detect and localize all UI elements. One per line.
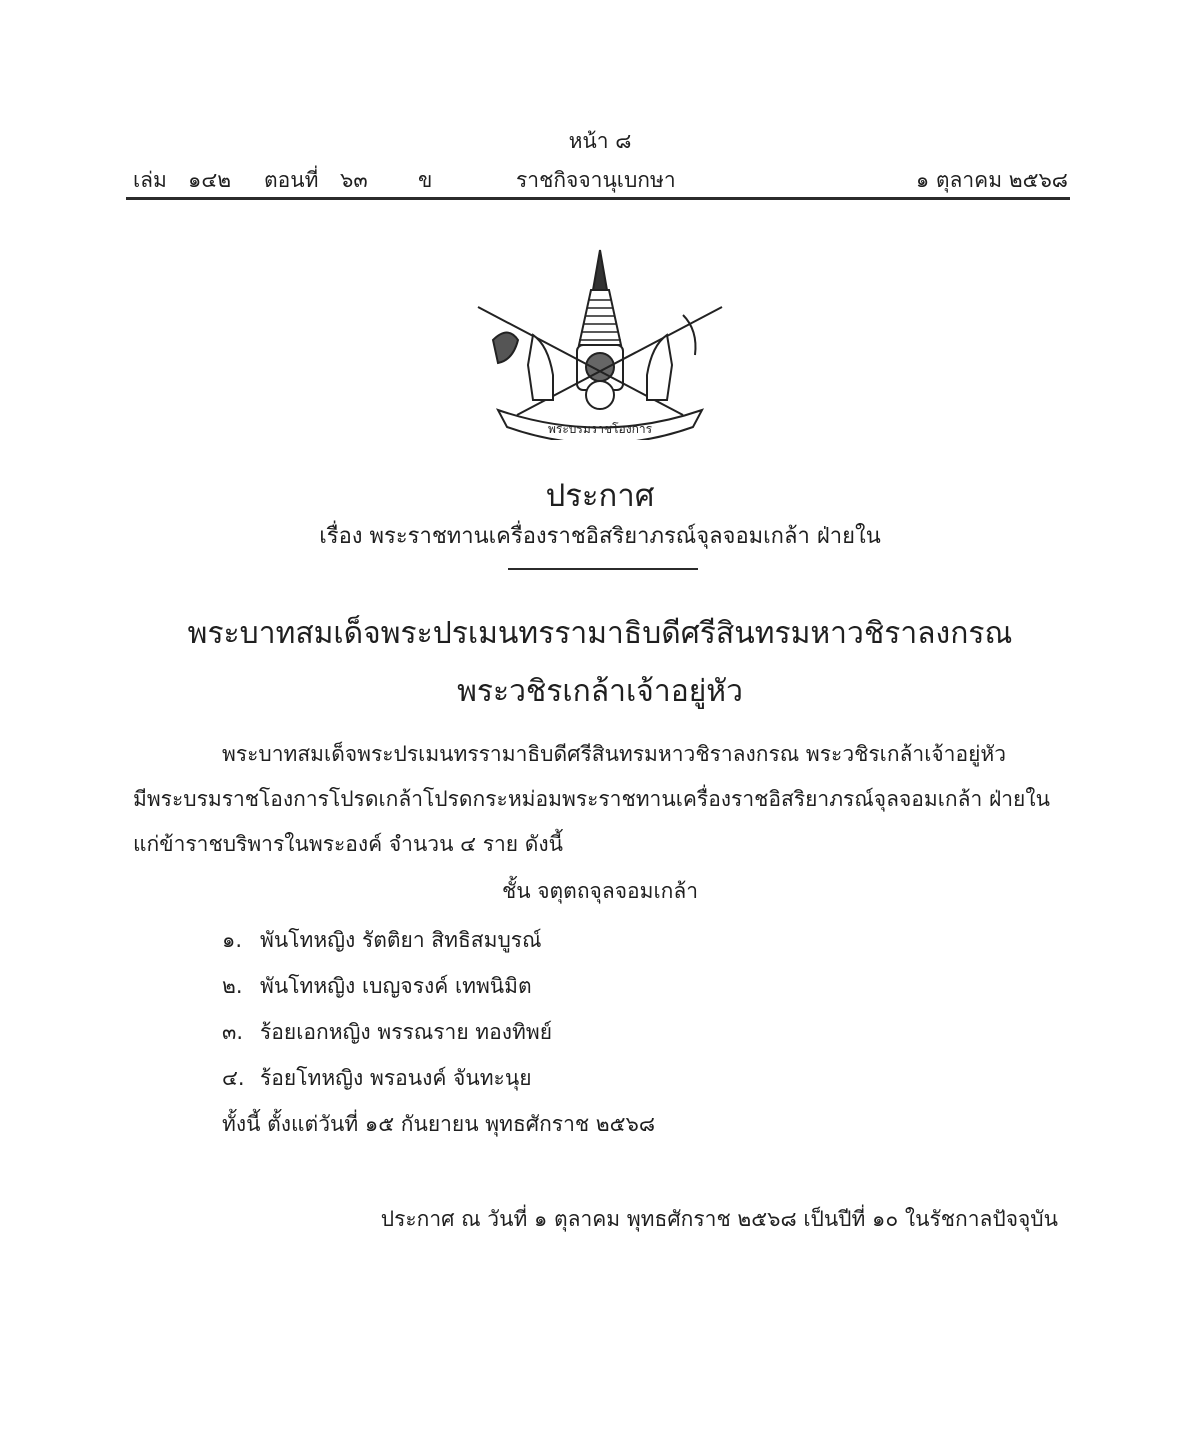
header-volume: เล่ม xyxy=(133,168,167,192)
body-paragraph-line-3: แก่ข้าราชบริพารในพระองค์ จำนวน ๔ ราย ดังนี้ xyxy=(133,832,563,856)
header-volume-number: ๑๔๒ xyxy=(188,168,232,192)
announcement-subject: เรื่อง พระราชทานเครื่องราชอิสริยาภรณ์จุลจอมเกล้า ฝ่ายใน xyxy=(319,524,881,549)
signature-date-line: ประกาศ ณ วันที่ ๑ ตุลาคม พุทธศักราช ๒๕๖๘ เป็นปีที่ ๑๐ ในรัชกาลปัจจุบัน xyxy=(380,1207,1058,1231)
announcement-title: ประกาศ xyxy=(545,478,655,514)
header-section: ตอนที่ xyxy=(264,168,319,192)
page-number: หน้า ๘ xyxy=(568,129,632,153)
body-paragraph-line-1: พระบาทสมเด็จพระปรเมนทรรามาธิบดีศรีสินทรมหาวชิราลงกรณ พระวชิรเกล้าเจ้าอยู่หัว xyxy=(222,742,1007,766)
effective-date: ทั้งนี้ ตั้งแต่วันที่ ๑๕ กันยายน พุทธศักราช ๒๕๖๘ xyxy=(222,1112,656,1136)
recipient-name: พันโทหญิง เบญจรงค์ เทพนิมิต xyxy=(260,974,532,998)
recipient-number: ๔. xyxy=(222,1066,245,1090)
recipient-number: ๓. xyxy=(222,1020,244,1044)
recipient-name: พันโทหญิง รัตติยา สิทธิสมบูรณ์ xyxy=(260,928,542,952)
decoration-grade: ชั้น จตุตถจุลจอมเกล้า xyxy=(501,879,699,903)
header-section-number: ๖๓ xyxy=(340,168,368,192)
recipient-item xyxy=(222,1062,532,1095)
recipient-item xyxy=(222,970,532,1003)
header-publication: ราชกิจจานุเบกษา xyxy=(516,168,676,192)
body-paragraph-line-2: มีพระบรมราชโองการโปรดเกล้าโปรดกระหม่อมพระราชทานเครื่องราชอิสริยาภรณ์จุลจอมเกล้า ฝ่ายใน xyxy=(133,787,1050,811)
svg-text:พระบรมราชโองการ: พระบรมราชโองการ xyxy=(547,422,653,436)
royal-garuda-emblem-icon xyxy=(473,245,727,440)
recipient-item xyxy=(222,1016,552,1049)
header-section-type: ข xyxy=(418,168,433,192)
king-name-line-2: พระวชิรเกล้าเจ้าอยู่หัว xyxy=(457,674,743,709)
recipient-number: ๑. xyxy=(222,928,243,952)
king-name-line-1: พระบาทสมเด็จพระปรเมนทรรามาธิบดีศรีสินทรมหาวชิราลงกรณ xyxy=(187,616,1013,651)
recipient-number: ๒. xyxy=(222,974,243,998)
header-date: ๑ ตุลาคม ๒๕๖๘ xyxy=(915,168,1068,192)
recipient-name: ร้อยโทหญิง พรอนงค์ จันทะนุย xyxy=(260,1066,532,1090)
subject-rule xyxy=(508,568,698,570)
recipient-name: ร้อยเอกหญิง พรรณราย ทองทิพย์ xyxy=(260,1020,553,1044)
recipient-item xyxy=(222,924,542,957)
header-rule xyxy=(126,197,1070,200)
